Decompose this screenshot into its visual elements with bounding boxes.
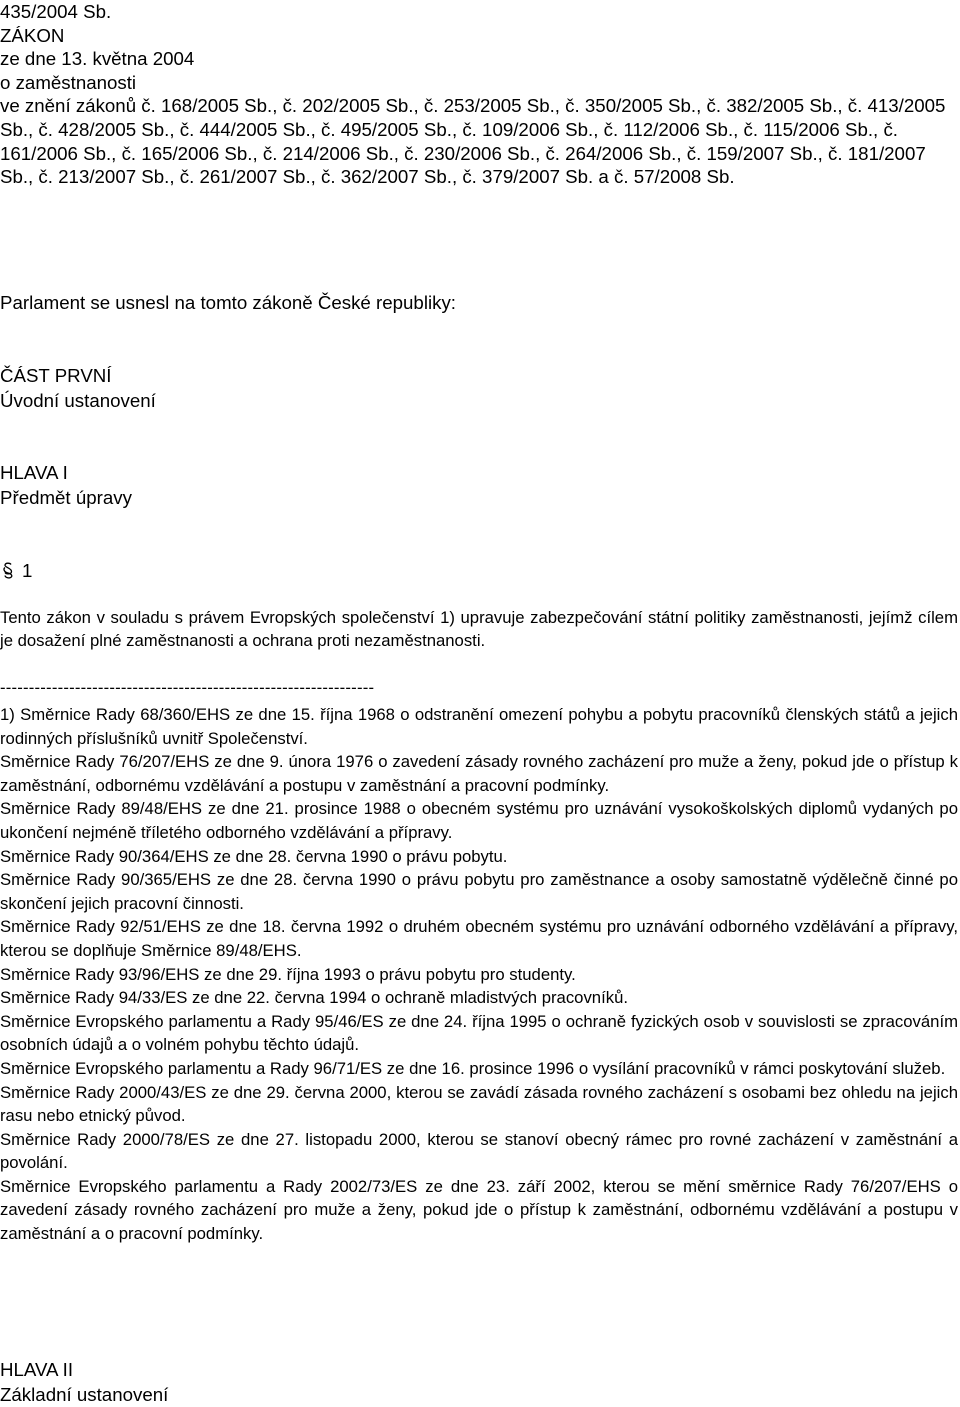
section-text: Tento zákon v souladu s právem Evropských společenství 1) upravuje zabezpečování státní politiky zaměstnanosti, jejímž cílem je dosažení plné zaměstnanosti a ochrana proti nezaměstnanosti. [0,606,958,652]
footnote-item: Směrnice Rady 76/207/EHS ze dne 9. února 1976 o zavedení zásady rovného zacházení pro muže a ženy, pokud jde o přístup k zaměstnání, odbornému vzdělávání a postupu v zaměstnání a pracovní podmínky. [0,750,958,797]
footnote-item: Směrnice Rady 90/365/EHS ze dne 28. června 1990 o právu pobytu pro zaměstnance a osoby samostatně výdělečně činné po skončení jejich pracovní činnosti. [0,868,958,915]
law-title: o zaměstnanosti [0,71,958,95]
amendments-list: ve znění zákonů č. 168/2005 Sb., č. 202/2005 Sb., č. 253/2005 Sb., č. 350/2005 Sb., č. 382/2005 Sb., č. 413/2005 Sb., č. 428/2005 Sb., č. 444/2005 Sb., č. 495/2005 Sb., č. 109/2006 Sb., č. 112/2006 Sb., č. 115/2006 Sb., č. 161/2006 Sb., č. 165/2006 Sb., č. 214/2006 Sb., č. 230/2006 Sb., č. 264/2006 Sb., č. 159/2007 Sb., č. 181/2007 Sb., č. 213/2007 Sb., č. 261/2007 Sb., č. 362/2007 Sb., č. 379/2007 Sb. a č. 57/2008 Sb. [0,94,958,188]
chapter-title: HLAVA I [0,461,132,486]
part-heading [0,364,156,413]
footnote-item: Směrnice Rady 2000/43/ES ze dne 29. června 2000, kterou se zavádí zásada rovného zacházení s osobami bez ohledu na jejich rasu nebo etnický původ. [0,1081,958,1128]
chapter-heading-2 [0,1358,168,1407]
footnote-item: Směrnice Rady 94/33/ES ze dne 22. června 1994 o ochraně mladistvých pracovníků. [0,986,958,1010]
footnotes [0,703,958,1246]
chapter-2-subtitle: Základní ustanovení [0,1383,168,1407]
footnote-item: Směrnice Rady 93/96/EHS ze dne 29. října 1993 o právu pobytu pro studenty. [0,963,958,987]
part-subtitle: Úvodní ustanovení [0,389,156,414]
law-number: 435/2004 Sb. [0,0,958,24]
law-type: ZÁKON [0,24,958,48]
footnote-item: Směrnice Evropského parlamentu a Rady 96/71/ES ze dne 16. prosince 1996 o vysílání pracovníků v rámci poskytování služeb. [0,1057,958,1081]
enacting-clause: Parlament se usnesl na tomto zákoně České republiky: [0,292,456,314]
footnote-item: Směrnice Evropského parlamentu a Rady 2002/73/ES ze dne 23. září 2002, kterou se mění směrnice Rady 76/207/EHS o zavedení zásady rovného zacházení pro muže a ženy, pokud jde o přístup k zaměstnání, odbornému vzdělávání a postupu v zaměstnání a o pracovní podmínky. [0,1175,958,1246]
section-sign-icon [0,561,16,579]
chapter-2-title: HLAVA II [0,1358,168,1383]
law-header [0,0,958,189]
footnote-item: Směrnice Rady 89/48/EHS ze dne 21. prosince 1988 o obecném systému pro uznávání vysokoškolských diplomů vydaných po ukončení nejméně tříletého odborného vzdělávání a přípravy. [0,797,958,844]
law-date: ze dne 13. května 2004 [0,47,958,71]
footnote-item: Směrnice Rady 2000/78/ES ze dne 27. listopadu 2000, kterou se stanoví obecný rámec pro rovné zacházení v zaměstnání a povolání. [0,1128,958,1175]
footnote-item: 1) Směrnice Rady 68/360/EHS ze dne 15. října 1968 o odstranění omezení pohybu a pobytu pracovníků členských států a jejich rodinných příslušníků uvnitř Společenství. [0,703,958,750]
chapter-subtitle: Předmět úpravy [0,486,132,511]
part-title: ČÁST PRVNÍ [0,364,156,389]
footnote-separator: ----------------------------------------------------------------- [0,678,374,698]
section-number [0,560,32,582]
footnote-item: Směrnice Rady 90/364/EHS ze dne 28. června 1990 o právu pobytu. [0,845,958,869]
chapter-heading [0,461,132,510]
section-number-text: 1 [22,560,32,581]
footnote-item: Směrnice Evropského parlamentu a Rady 95/46/ES ze dne 24. října 1995 o ochraně fyzických osob v souvislosti se zpracováním osobních údajů a o volném pohybu těchto údajů. [0,1010,958,1057]
footnote-item: Směrnice Rady 92/51/EHS ze dne 18. června 1992 o druhém obecném systému pro uznávání odborného vzdělávání a přípravy, kterou se doplňuje Směrnice 89/48/EHS. [0,915,958,962]
